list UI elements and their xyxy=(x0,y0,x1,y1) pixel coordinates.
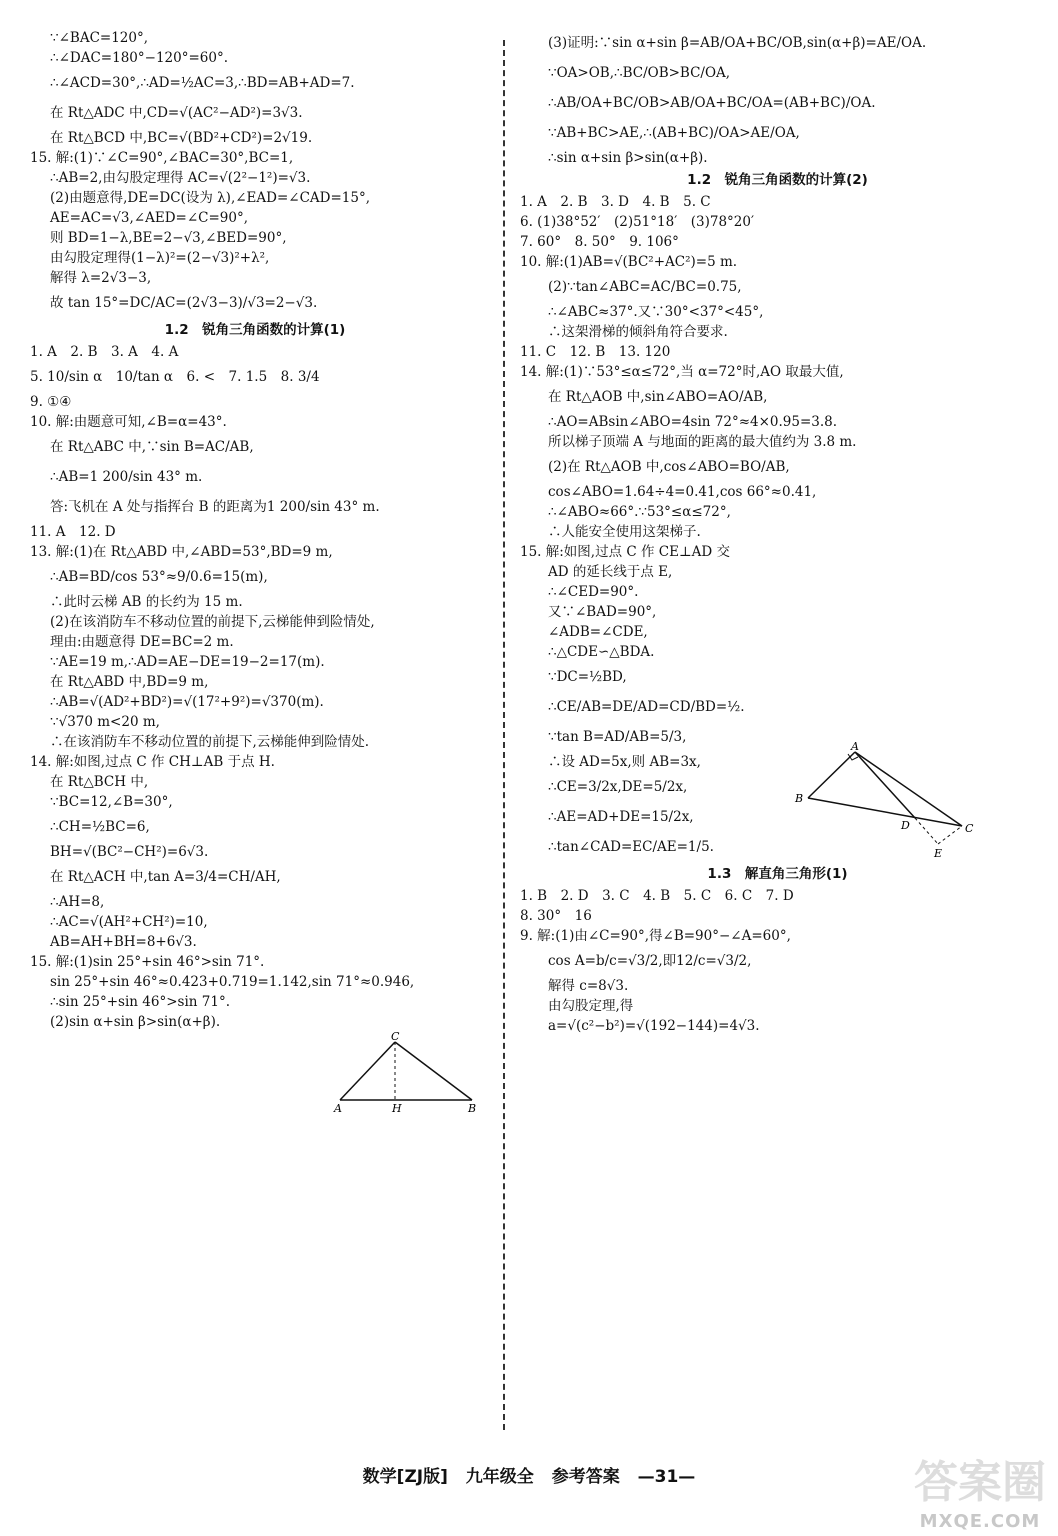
answer-line: ∴AB/OA+BC/OB>AB/OA+BC/OA=(AB+BC)/OA. xyxy=(548,95,876,111)
segment-ce xyxy=(938,826,962,844)
answer-line: 在 Rt△ABC 中,∵sin B=AC/AB, xyxy=(50,439,254,455)
answer-line: 11. A 12. D xyxy=(30,524,116,540)
answer-line: ∴sin α+sin β>sin(α+β). xyxy=(548,150,708,166)
answer-line: 15. 解:如图,过点 C 作 CE⊥AD 交 xyxy=(520,544,731,560)
label-e: E xyxy=(934,847,943,860)
answer-line: ∴AE=AD+DE=15/2x, xyxy=(548,809,694,825)
answer-line: ∴设 AD=5x,则 AB=3x, xyxy=(548,754,701,770)
answer-line: 在 Rt△BCD 中,BC=√(BD²+CD²)=2√19. xyxy=(50,130,313,146)
answer-line: ∴AB=2,由勾股定理得 AC=√(2²−1²)=√3. xyxy=(50,170,311,186)
label-b: B xyxy=(795,792,804,805)
answer-line: 11. C 12. B 13. 120 xyxy=(520,344,671,360)
answer-line: 1. A 2. B 3. D 4. B 5. C xyxy=(520,194,711,210)
answer-line: AD 的延长线于点 E, xyxy=(548,564,673,580)
answer-line: 1. A 2. B 3. A 4. A xyxy=(30,344,179,360)
answer-line: 1. B 2. D 3. C 4. B 5. C 6. C 7. D xyxy=(520,888,794,904)
answer-line: 解得 λ=2√3−3, xyxy=(50,270,152,286)
left-column xyxy=(30,28,480,1032)
answer-line: 10. 解:由题意可知,∠B=α=43°. xyxy=(30,414,227,430)
page-footer xyxy=(0,1462,1058,1487)
answer-line: 14. 解:(1)∵53°≤α≤72°,当 α=72°时,AO 取最大值, xyxy=(520,364,844,380)
watermark-mark: 答案圈 xyxy=(914,1457,1046,1508)
section-heading: 1.2 锐角三角函数的计算(1) xyxy=(164,322,346,338)
answer-line: ∴这架滑梯的倾斜角符合要求. xyxy=(548,324,728,340)
answer-line: ∴sin 25°+sin 46°>sin 71°. xyxy=(50,994,230,1010)
segment-ab xyxy=(808,752,855,798)
answer-line: 在 Rt△ABD 中,BD=9 m, xyxy=(50,674,209,690)
answer-line: ∴CH=½BC=6, xyxy=(50,819,150,835)
answer-line: 答:飞机在 A 处与指挥台 B 的距离为1 200/sin 43° m. xyxy=(50,499,380,515)
label-d: D xyxy=(901,819,910,832)
answer-line: 在 Rt△AOB 中,sin∠ABO=AO/AB, xyxy=(548,389,768,405)
answer-line: sin 25°+sin 46°≈0.423+0.719=1.142,sin 71°≈0.946, xyxy=(50,974,415,990)
answer-line: 15. 解:(1)sin 25°+sin 46°>sin 71°. xyxy=(30,954,265,970)
section-heading: 1.2 锐角三角函数的计算(2) xyxy=(687,172,868,188)
segment-bc xyxy=(808,798,962,826)
triangle-figure-abc-h xyxy=(330,1030,480,1115)
answer-line: 5. 10/sin α 10/tan α 6. < 7. 1.5 8. 3/4 xyxy=(30,369,320,385)
segment-bc xyxy=(395,1042,472,1100)
answer-line: ∵tan B=AD/AB=5/3, xyxy=(548,729,687,745)
answer-line: 15. 解:(1)∵∠C=90°,∠BAC=30°,BC=1, xyxy=(30,150,294,166)
answer-line: ∴CE/AB=DE/AD=CD/BD=½. xyxy=(548,699,745,715)
label-c: C xyxy=(391,1030,400,1043)
answer-line: ∴△CDE∽△BDA. xyxy=(548,644,655,660)
answer-line: ∵AE=19 m,∴AD=AE−DE=19−2=17(m). xyxy=(50,654,325,670)
answer-line: (2)由题意得,DE=DC(设为 λ),∠EAD=∠CAD=15°, xyxy=(50,190,371,206)
watermark-logo xyxy=(910,1455,1050,1535)
answer-line: 13. 解:(1)在 Rt△ABD 中,∠ABD=53°,BD=9 m, xyxy=(30,544,333,560)
answer-line: 所以梯子顶端 A 与地面的距离的最大值约为 3.8 m. xyxy=(548,434,857,450)
answer-line: 由勾股定理,得 xyxy=(548,998,634,1014)
segment-ac xyxy=(855,752,962,826)
answer-line: 在 Rt△ACH 中,tan A=3/4=CH/AH, xyxy=(50,869,281,885)
footer-subject: 数学[ZJ版] xyxy=(362,1467,448,1487)
answer-line: ∵OA>OB,∴BC/OB>BC/OA, xyxy=(548,65,731,81)
answer-line: 故 tan 15°=DC/AC=(2√3−3)/√3=2−√3. xyxy=(50,295,318,311)
answer-line: 9. 解:(1)由∠C=90°,得∠B=90°−∠A=60°, xyxy=(520,928,791,944)
footer-page-number: —31— xyxy=(637,1467,696,1487)
answer-line: 则 BD=1−λ,BE=2−√3,∠BED=90°, xyxy=(50,230,287,246)
right-column xyxy=(520,28,1035,1036)
footer-section: 参考答案 xyxy=(551,1467,620,1487)
watermark-url: MXQE.COM xyxy=(919,1511,1041,1532)
answer-line: ∴∠CED=90°. xyxy=(548,584,639,600)
answer-line: a=√(c²−b²)=√(192−144)=4√3. xyxy=(548,1018,760,1034)
answer-line: ∵DC=½BD, xyxy=(548,669,627,685)
answer-line: 6. (1)38°52′ (2)51°18′ (3)78°20′ xyxy=(520,214,755,230)
answer-line: 理由:由题意得 DE=BC=2 m. xyxy=(50,634,234,650)
section-heading: 1.3 解直角三角形(1) xyxy=(707,866,848,882)
answer-line: ∴∠ABO≈66°.∵53°≤α≤72°, xyxy=(548,504,731,520)
column-divider xyxy=(503,40,505,1430)
answer-line: ∴∠ABC≈37°.又∵30°<37°<45°, xyxy=(548,304,764,320)
answer-line: ∴此时云梯 AB 的长约为 15 m. xyxy=(50,594,243,610)
answer-line: 在 Rt△BCH 中, xyxy=(50,774,149,790)
answer-line: ∵√370 m<20 m, xyxy=(50,714,160,730)
answer-line: 由勾股定理得(1−λ)²=(2−√3)²+λ², xyxy=(50,250,270,266)
answer-line: ∴CE=3/2x,DE=5/2x, xyxy=(548,779,688,795)
answer-line: ∴AC=√(AH²+CH²)=10, xyxy=(50,914,208,930)
answer-line: (2)在该消防车不移动位置的前提下,云梯能伸到险情处, xyxy=(50,614,375,630)
answer-line: ∴AO=ABsin∠ABO=4sin 72°≈4×0.95=3.8. xyxy=(548,414,838,430)
label-a: A xyxy=(851,740,859,753)
answer-line: ∴AH=8, xyxy=(50,894,105,910)
answer-line: 又∵∠BAD=90°, xyxy=(548,604,657,620)
label-b: B xyxy=(468,1102,477,1115)
answer-line: cos∠ABO=1.64÷4=0.41,cos 66°≈0.41, xyxy=(548,484,817,500)
answer-line: (2)在 Rt△AOB 中,cos∠ABO=BO/AB, xyxy=(548,459,790,475)
label-h: H xyxy=(392,1102,402,1115)
answer-line: 10. 解:(1)AB=√(BC²+AC²)=5 m. xyxy=(520,254,738,270)
answer-line: cos A=b/c=√3/2,即12/c=√3/2, xyxy=(548,953,752,969)
answer-line: 在 Rt△ADC 中,CD=√(AC²−AD²)=3√3. xyxy=(50,105,303,121)
answer-line: 14. 解:如图,过点 C 作 CH⊥AB 于点 H. xyxy=(30,754,275,770)
answer-line: 9. ①④ xyxy=(30,394,72,410)
answer-line: 解得 c=8√3. xyxy=(548,978,629,994)
answer-line: (2)sin α+sin β>sin(α+β). xyxy=(50,1014,221,1030)
answer-line: ∴∠DAC=180°−120°=60°. xyxy=(50,50,228,66)
answer-line: (2)∵tan∠ABC=AC/BC=0.75, xyxy=(548,279,742,295)
answer-line: 8. 30° 16 xyxy=(520,908,592,924)
segment-de xyxy=(915,818,938,844)
answer-line: ∵∠BAC=120°, xyxy=(50,30,149,46)
answer-line: ∠ADB=∠CDE, xyxy=(548,624,648,640)
answer-line: 7. 60° 8. 50° 9. 106° xyxy=(520,234,679,250)
segment-ac xyxy=(340,1042,395,1100)
label-c: C xyxy=(965,822,974,835)
answer-line: AE=AC=√3,∠AED=∠C=90°, xyxy=(50,210,249,226)
answer-line: ∵AB+BC>AE,∴(AB+BC)/OA>AE/OA, xyxy=(548,125,800,141)
triangle-figure-abdce xyxy=(790,740,980,860)
footer-grade: 九年级全 xyxy=(465,1467,534,1487)
answer-line: (3)证明:∵sin α+sin β=AB/OA+BC/OB,sin(α+β)=AE/OA. xyxy=(548,35,927,51)
answer-line: ∴AB=1 200/sin 43° m. xyxy=(50,469,203,485)
answer-line: BH=√(BC²−CH²)=6√3. xyxy=(50,844,209,860)
answer-line: ∴在该消防车不移动位置的前提下,云梯能伸到险情处. xyxy=(50,734,370,750)
answer-line: ∴AB=√(AD²+BD²)=√(17²+9²)=√370(m). xyxy=(50,694,324,710)
answer-line: ∴AB=BD/cos 53°≈9/0.6=15(m), xyxy=(50,569,268,585)
answer-line: ∴人能安全使用这架梯子. xyxy=(548,524,701,540)
answer-line: AB=AH+BH=8+6√3. xyxy=(50,934,197,950)
answer-line: ∴∠ACD=30°,∴AD=½AC=3,∴BD=AB+AD=7. xyxy=(50,75,355,91)
answer-line: ∵BC=12,∠B=30°, xyxy=(50,794,173,810)
answer-line: ∴tan∠CAD=EC/AE=1/5. xyxy=(548,839,714,855)
label-a: A xyxy=(334,1102,342,1115)
